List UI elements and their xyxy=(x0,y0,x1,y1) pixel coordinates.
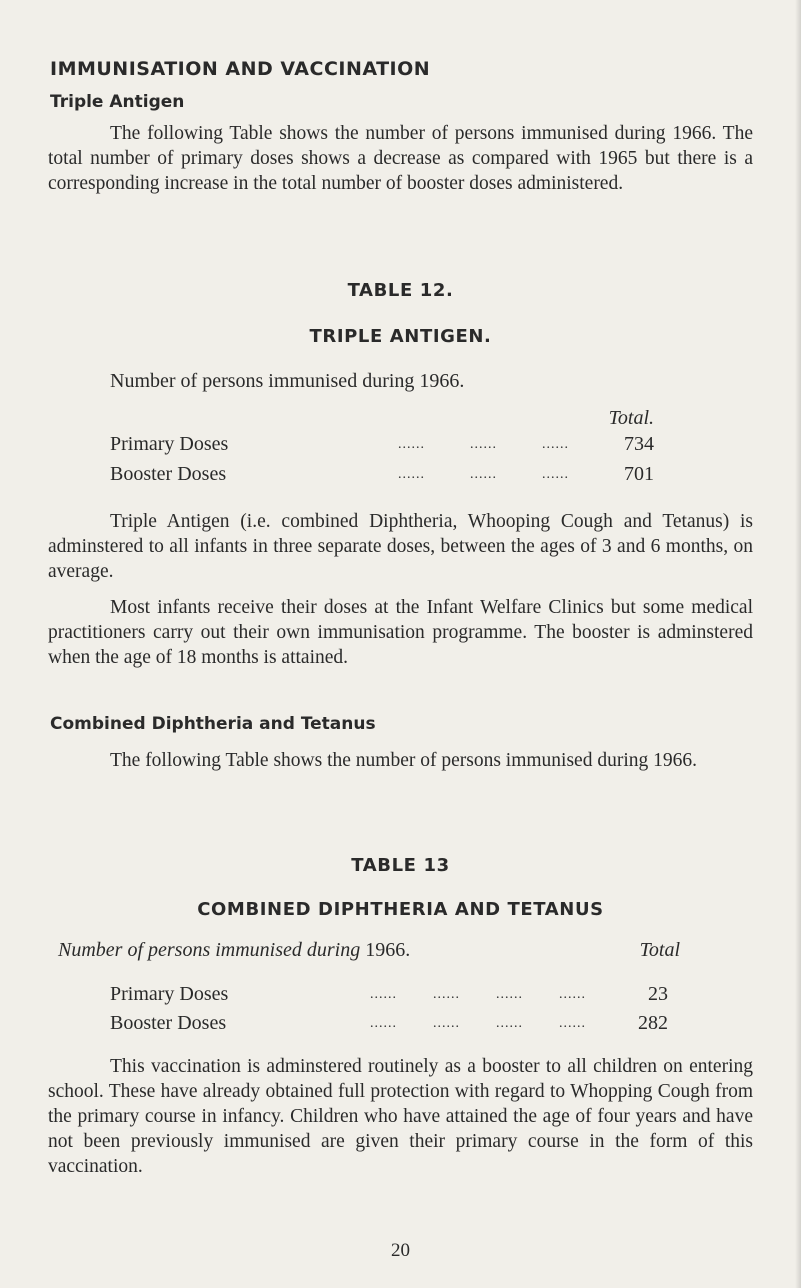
triple-antigen-paragraph-2-text: Most infants receive their doses at the Infant Welfare Clinics but some medical practitioners carry out their own immunisation programme. The booster is adminstered when the age of 18 months is attained. xyxy=(48,597,753,668)
section-heading-triple-antigen: Triple Antigen xyxy=(50,92,185,112)
table-13-title: COMBINED DIPHTHERIA AND TETANUS xyxy=(197,899,604,920)
row-label: Primary Doses xyxy=(110,983,229,1005)
triple-antigen-paragraph-1-text: Triple Antigen (i.e. combined Diphtheria, Whooping Cough and Tetanus) is adminstered to all infants in three separate doses, between the ages of 3 and 6 months, on average. xyxy=(48,511,753,582)
row-value: 734 xyxy=(624,433,654,455)
row-value: 701 xyxy=(624,463,654,485)
triple-antigen-paragraph-1 xyxy=(48,509,753,584)
table-13-label: TABLE 13 xyxy=(351,855,450,876)
combined-intro-text: The following Table shows the number of persons immunised during 1966. xyxy=(110,750,697,771)
triple-antigen-paragraph-2 xyxy=(48,595,753,670)
combined-intro xyxy=(48,748,753,773)
table-12-total-header: Total. xyxy=(608,407,654,429)
table-13-caption-italic: Number of persons immunised during xyxy=(58,939,361,961)
page-edge-shadow xyxy=(795,0,801,1288)
row-label: Booster Doses xyxy=(110,1012,227,1034)
page-number: 20 xyxy=(391,1240,410,1261)
leader-dots: ...... ...... ...... xyxy=(398,467,569,482)
table-12-title: TRIPLE ANTIGEN. xyxy=(309,326,492,347)
table-13-caption-year: 1966. xyxy=(365,939,411,961)
leader-dots: ...... ...... ...... xyxy=(398,437,569,452)
table-13-total-header: Total xyxy=(639,939,680,961)
section-heading-combined: Combined Diphtheria and Tetanus xyxy=(50,714,376,734)
table-13-caption xyxy=(58,939,410,962)
triple-antigen-intro xyxy=(48,121,753,196)
row-value: 23 xyxy=(648,983,668,1005)
table-12-caption: Number of persons immunised during 1966. xyxy=(110,370,465,392)
row-value: 282 xyxy=(638,1012,668,1034)
leader-dots: ...... ...... ...... ...... xyxy=(370,987,586,1002)
table-12-label: TABLE 12. xyxy=(347,280,454,301)
triple-antigen-intro-text: The following Table shows the number of persons immunised during 1966. The total number of primary doses shows a decrease as compared with 1965 but there is a corresponding increase in the total number of booster doses administered. xyxy=(48,123,753,194)
leader-dots: ...... ...... ...... ...... xyxy=(370,1016,586,1031)
row-label: Booster Doses xyxy=(110,463,227,485)
page-heading: IMMUNISATION AND VACCINATION xyxy=(50,58,431,80)
combined-paragraph-text: This vaccination is adminstered routinely as a booster to all children on entering school. These have already obtained full protection with regard to Whopping Cough from the primary course in infancy. Children who have attained the age of four years and have not been previously immunised are given their primary course in the form of this vaccination. xyxy=(48,1056,753,1177)
combined-paragraph xyxy=(48,1054,753,1179)
row-label: Primary Doses xyxy=(110,433,229,455)
